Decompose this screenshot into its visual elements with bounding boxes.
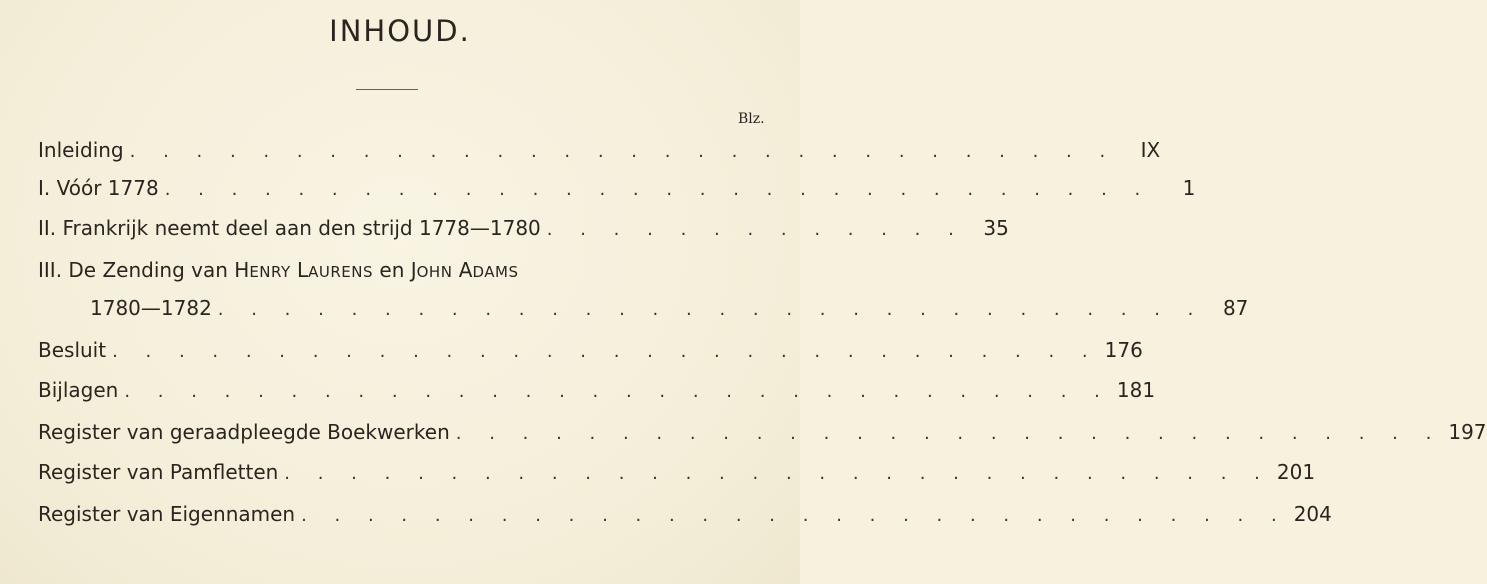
dot-leader: . . . . . . . . . . . . . . . . . . . . . . . . . . . . . . [301,505,1288,526]
toc-entry-label: Register van geraadpleegde Boekwerken [38,420,450,444]
toc-entry-page: 176 [1104,338,1143,362]
toc-label-part-smallcaps: ENRY [249,263,291,281]
toc-entry-voor-1778 [38,176,1196,208]
dot-leader: . . . . . . . . . . . . . . . . . . . . . . . . . . . . . . [164,179,1152,200]
toc-entry-zending-heading [38,258,519,282]
toc-entry-inleiding [38,138,1161,170]
toc-entry-page: 1 [1182,176,1196,200]
page-column-header: Blz. [738,111,765,127]
toc-entry-label: Bijlagen [38,378,119,402]
toc-entry-page: 35 [983,216,1009,240]
toc-entry-label: Besluit [38,338,107,362]
page-title: INHOUD. [329,14,471,48]
toc-entry-page: 87 [1222,296,1249,320]
toc-entry-page: 197 [1448,420,1487,444]
dot-leader: . . . . . . . . . . . . . . . . . . . . . . . . . . . . . . [455,423,1443,444]
toc-entry-label: Inleiding [38,138,124,162]
toc-label-part-smallcaps: OHN [416,263,453,281]
toc-entry-page: 181 [1116,378,1156,402]
toc-label-part: III. De Zending van H [38,258,250,282]
toc-entry-frankrijk [38,216,1009,248]
toc-entry-label: Register van Eigennamen [38,502,296,526]
toc-entry-page: IX [1140,138,1161,162]
dot-leader: . . . . . . . . . . . . . [546,219,965,240]
toc-label-part: L [290,258,309,282]
toc-entry-register-eigennamen [38,502,1332,534]
toc-entry-label: 1780—1782 [90,296,212,320]
toc-entry-zending-years [90,296,1249,328]
toc-entry-label: II. Frankrijk neemt deel aan den strijd 1778—1780 [38,216,541,240]
toc-entry-register-pamfletten [38,460,1316,492]
toc-label-part-smallcaps: DAMS [472,263,519,281]
title-divider [356,89,418,90]
toc-entry-besluit [38,338,1143,370]
toc-entry-page: 204 [1293,502,1332,526]
dot-leader: . . . . . . . . . . . . . . . . . . . . . . . . . . . . . . [129,141,1117,162]
dot-leader: . . . . . . . . . . . . . . . . . . . . . . . . . . . . . . [217,299,1205,320]
dot-leader: . . . . . . . . . . . . . . . . . . . . . . . . . . . . . . [284,463,1271,484]
toc-label-part: en J [373,258,417,282]
toc-entry-bijlagen [38,378,1156,410]
dot-leader: . . . . . . . . . . . . . . . . . . . . . . . . . . . . . . [124,381,1111,402]
toc-entry-label: I. Vóór 1778 [38,176,159,200]
toc-entry-register-boekwerken [38,420,1487,452]
toc-entry-label: Register van Pamfletten [38,460,279,484]
toc-label-part: A [452,258,473,282]
toc-entry-page: 201 [1276,460,1316,484]
toc-label-part-smallcaps: AURENS [308,263,374,281]
dot-leader: . . . . . . . . . . . . . . . . . . . . . . . . . . . . . . [112,341,1099,362]
